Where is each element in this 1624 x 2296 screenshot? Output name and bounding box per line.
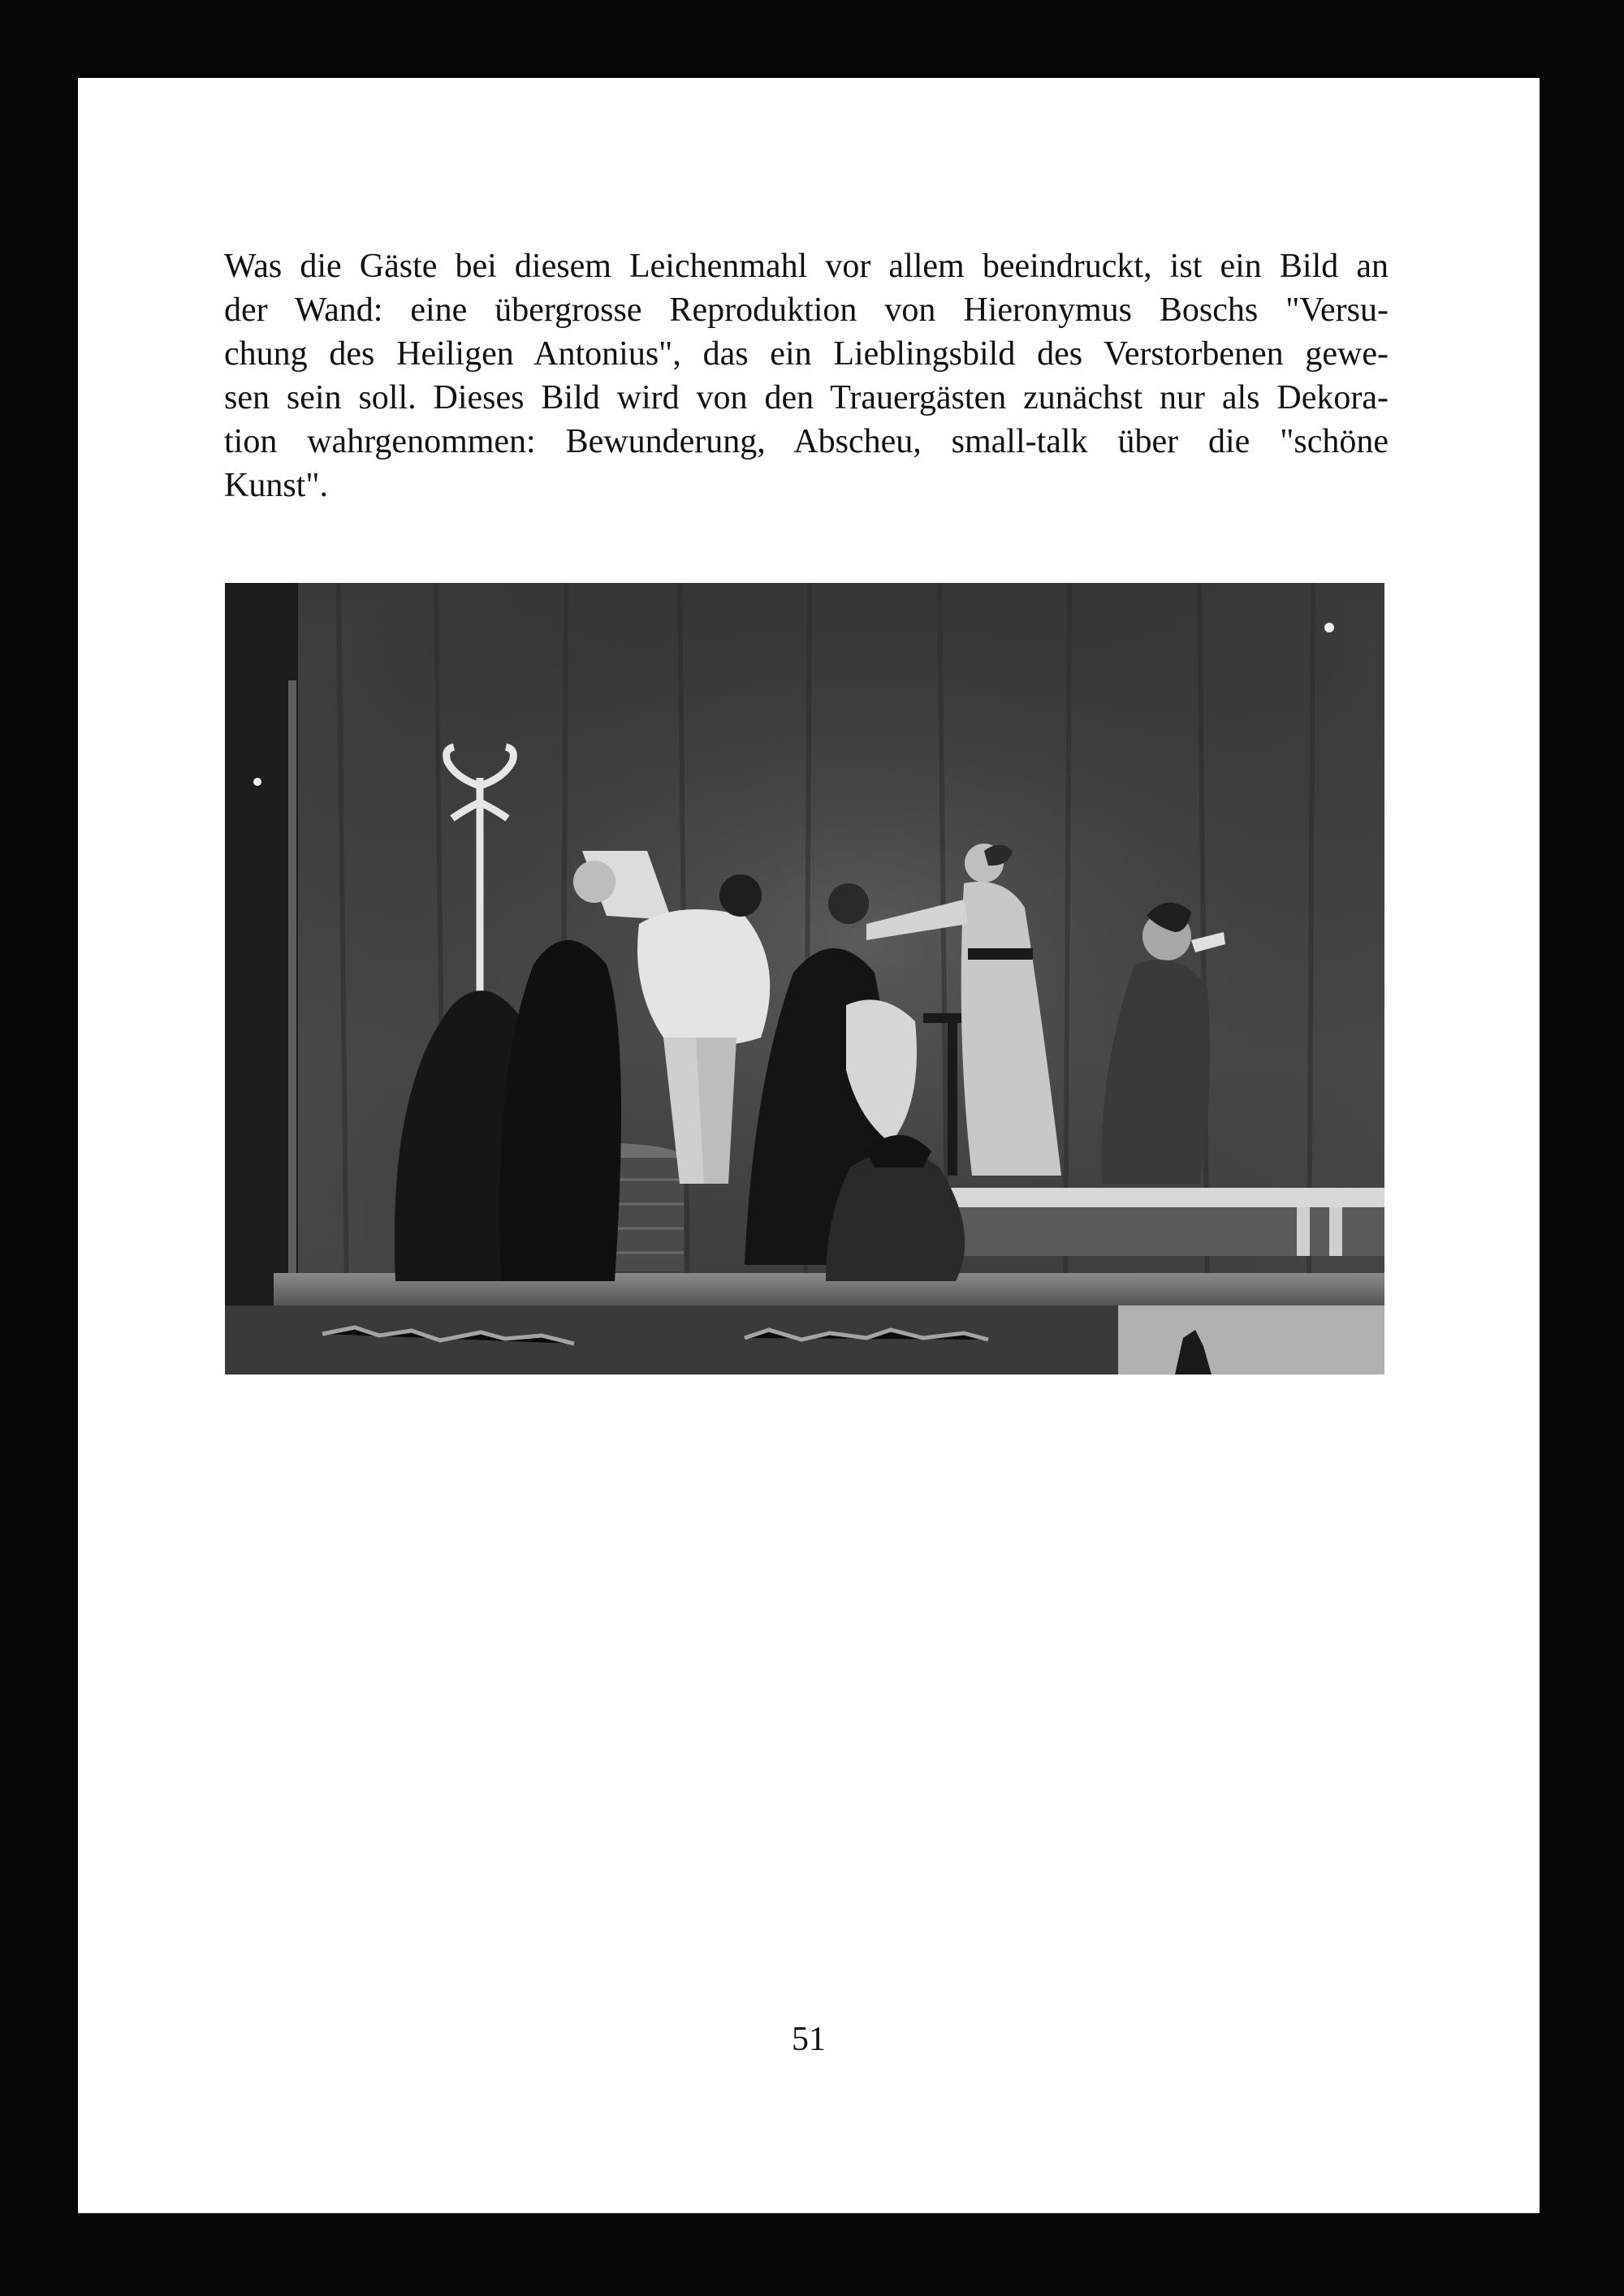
paragraph-line-6: Kunst". — [224, 467, 328, 504]
paragraph-line-5: tion wahrgenommen: Bewunderung, Abscheu, small-talk über die "schöne — [224, 423, 1389, 460]
document-page — [78, 78, 1540, 2213]
paragraph-line-2: der Wand: eine übergrosse Reproduktion von Hieronymus Boschs "Versu- — [224, 291, 1389, 329]
paragraph-line-4: sen sein soll. Dieses Bild wird von den Trauergästen zunächst nur als Dekora- — [224, 379, 1389, 416]
stage-photograph-drawing — [225, 583, 1384, 1375]
page-number: 51 — [792, 2021, 826, 2058]
body-paragraph — [224, 244, 1389, 507]
paragraph-line-3: chung des Heiligen Antonius", das ein Lieblingsbild des Verstorbenen gewe- — [224, 335, 1389, 373]
stage-photograph — [225, 583, 1384, 1375]
paragraph-line-1: Was die Gäste bei diesem Leichenmahl vor allem beeindruckt, ist ein Bild an — [224, 248, 1389, 285]
